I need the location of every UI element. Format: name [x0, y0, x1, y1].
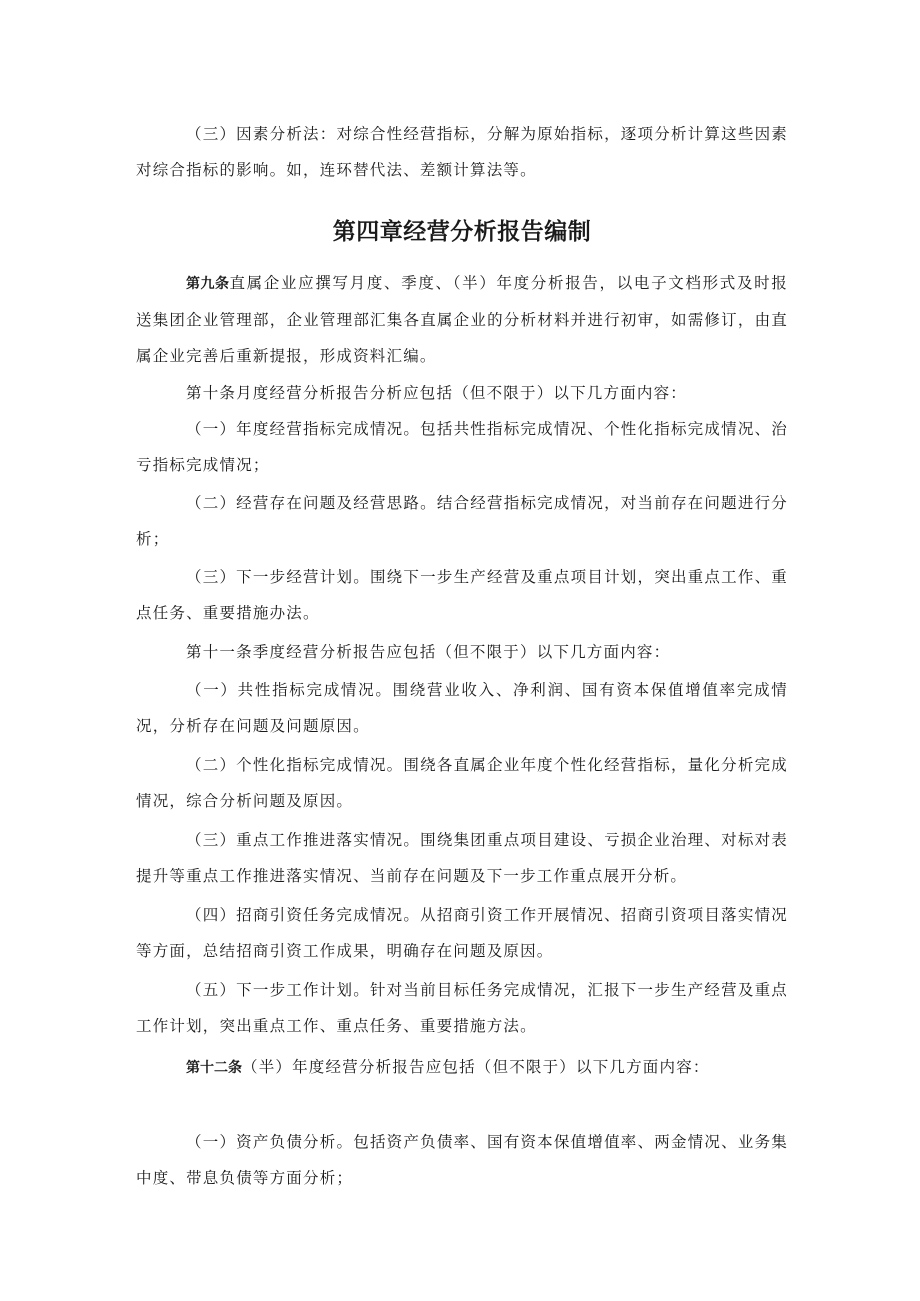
article-10-item-3: （三）下一步经营计划。围绕下一步生产经营及重点项目计划，突出重点工作、重点任务、重要措施办法。 [136, 568, 788, 622]
article-10-intro: 第十条月度经营分析报告分析应包括（但不限于）以下几方面内容： [186, 384, 688, 402]
article-11-item-4: （四）招商引资任务完成情况。从招商引资工作开展情况、招商引资项目落实情况等方面，总结招商引资工作成果，明确存在问题及原因。 [136, 906, 788, 960]
paragraph-factor-analysis: （三）因素分析法：对综合性经营指标，分解为原始指标，逐项分析计算这些因素对综合指标的影响。如，连环替代法、差额计算法等。 [136, 125, 788, 179]
article-12-intro [136, 1049, 788, 1086]
article-11-item-2: （二）个性化指标完成情况。围绕各直属企业年度个性化经营指标，量化分析完成情况，综合分析问题及原因。 [136, 756, 788, 810]
article-11-item-5: （五）下一步工作计划。针对当前目标任务完成情况，汇报下一步生产经营及重点工作计划，突出重点工作、重点任务、重要措施方法。 [136, 981, 788, 1035]
article-11-intro: 第十一条季度经营分析报告应包括（但不限于）以下几方面内容： [186, 643, 671, 661]
article-9 [136, 265, 788, 374]
article-11-item-3: （三）重点工作推进落实情况。围绕集团重点项目建设、亏损企业治理、对标对表提升等重点工作推进落实情况、当前存在问题及下一步工作重点展开分析。 [136, 831, 788, 885]
article-9-lead: 第九条 [186, 276, 230, 292]
chapter-heading: 第四章经营分析报告编制 [332, 219, 592, 245]
article-9-text: 直属企业应撰写月度、季度、（半）年度分析报告，以电子文档形式及时报送集团企业管理部，企业管理部汇集各直属企业的分析材料并进行初审，如需修订，由直属企业完善后重新提报，形成资料汇编。 [136, 274, 789, 365]
article-11-item-1: （一）共性指标完成情况。围绕营业收入、净利润、国有资本保值增值率完成情况，分析存在问题及问题原因。 [136, 681, 788, 735]
article-12-text: （半）年度经营分析报告应包括（但不限于）以下几方面内容： [242, 1058, 710, 1076]
article-12-lead: 第十二条 [186, 1060, 242, 1076]
article-10-item-1: （一）年度经营指标完成情况。包括共性指标完成情况、个性化指标完成情况、治亏指标完成情况； [136, 420, 788, 474]
article-12-item-1: （一）资产负债分析。包括资产负债率、国有资本保值增值率、两金情况、业务集中度、带息负债等方面分析； [136, 1133, 788, 1187]
article-10-item-2: （二）经营存在问题及经营思路。结合经营指标完成情况，对当前存在问题进行分析； [136, 494, 788, 548]
